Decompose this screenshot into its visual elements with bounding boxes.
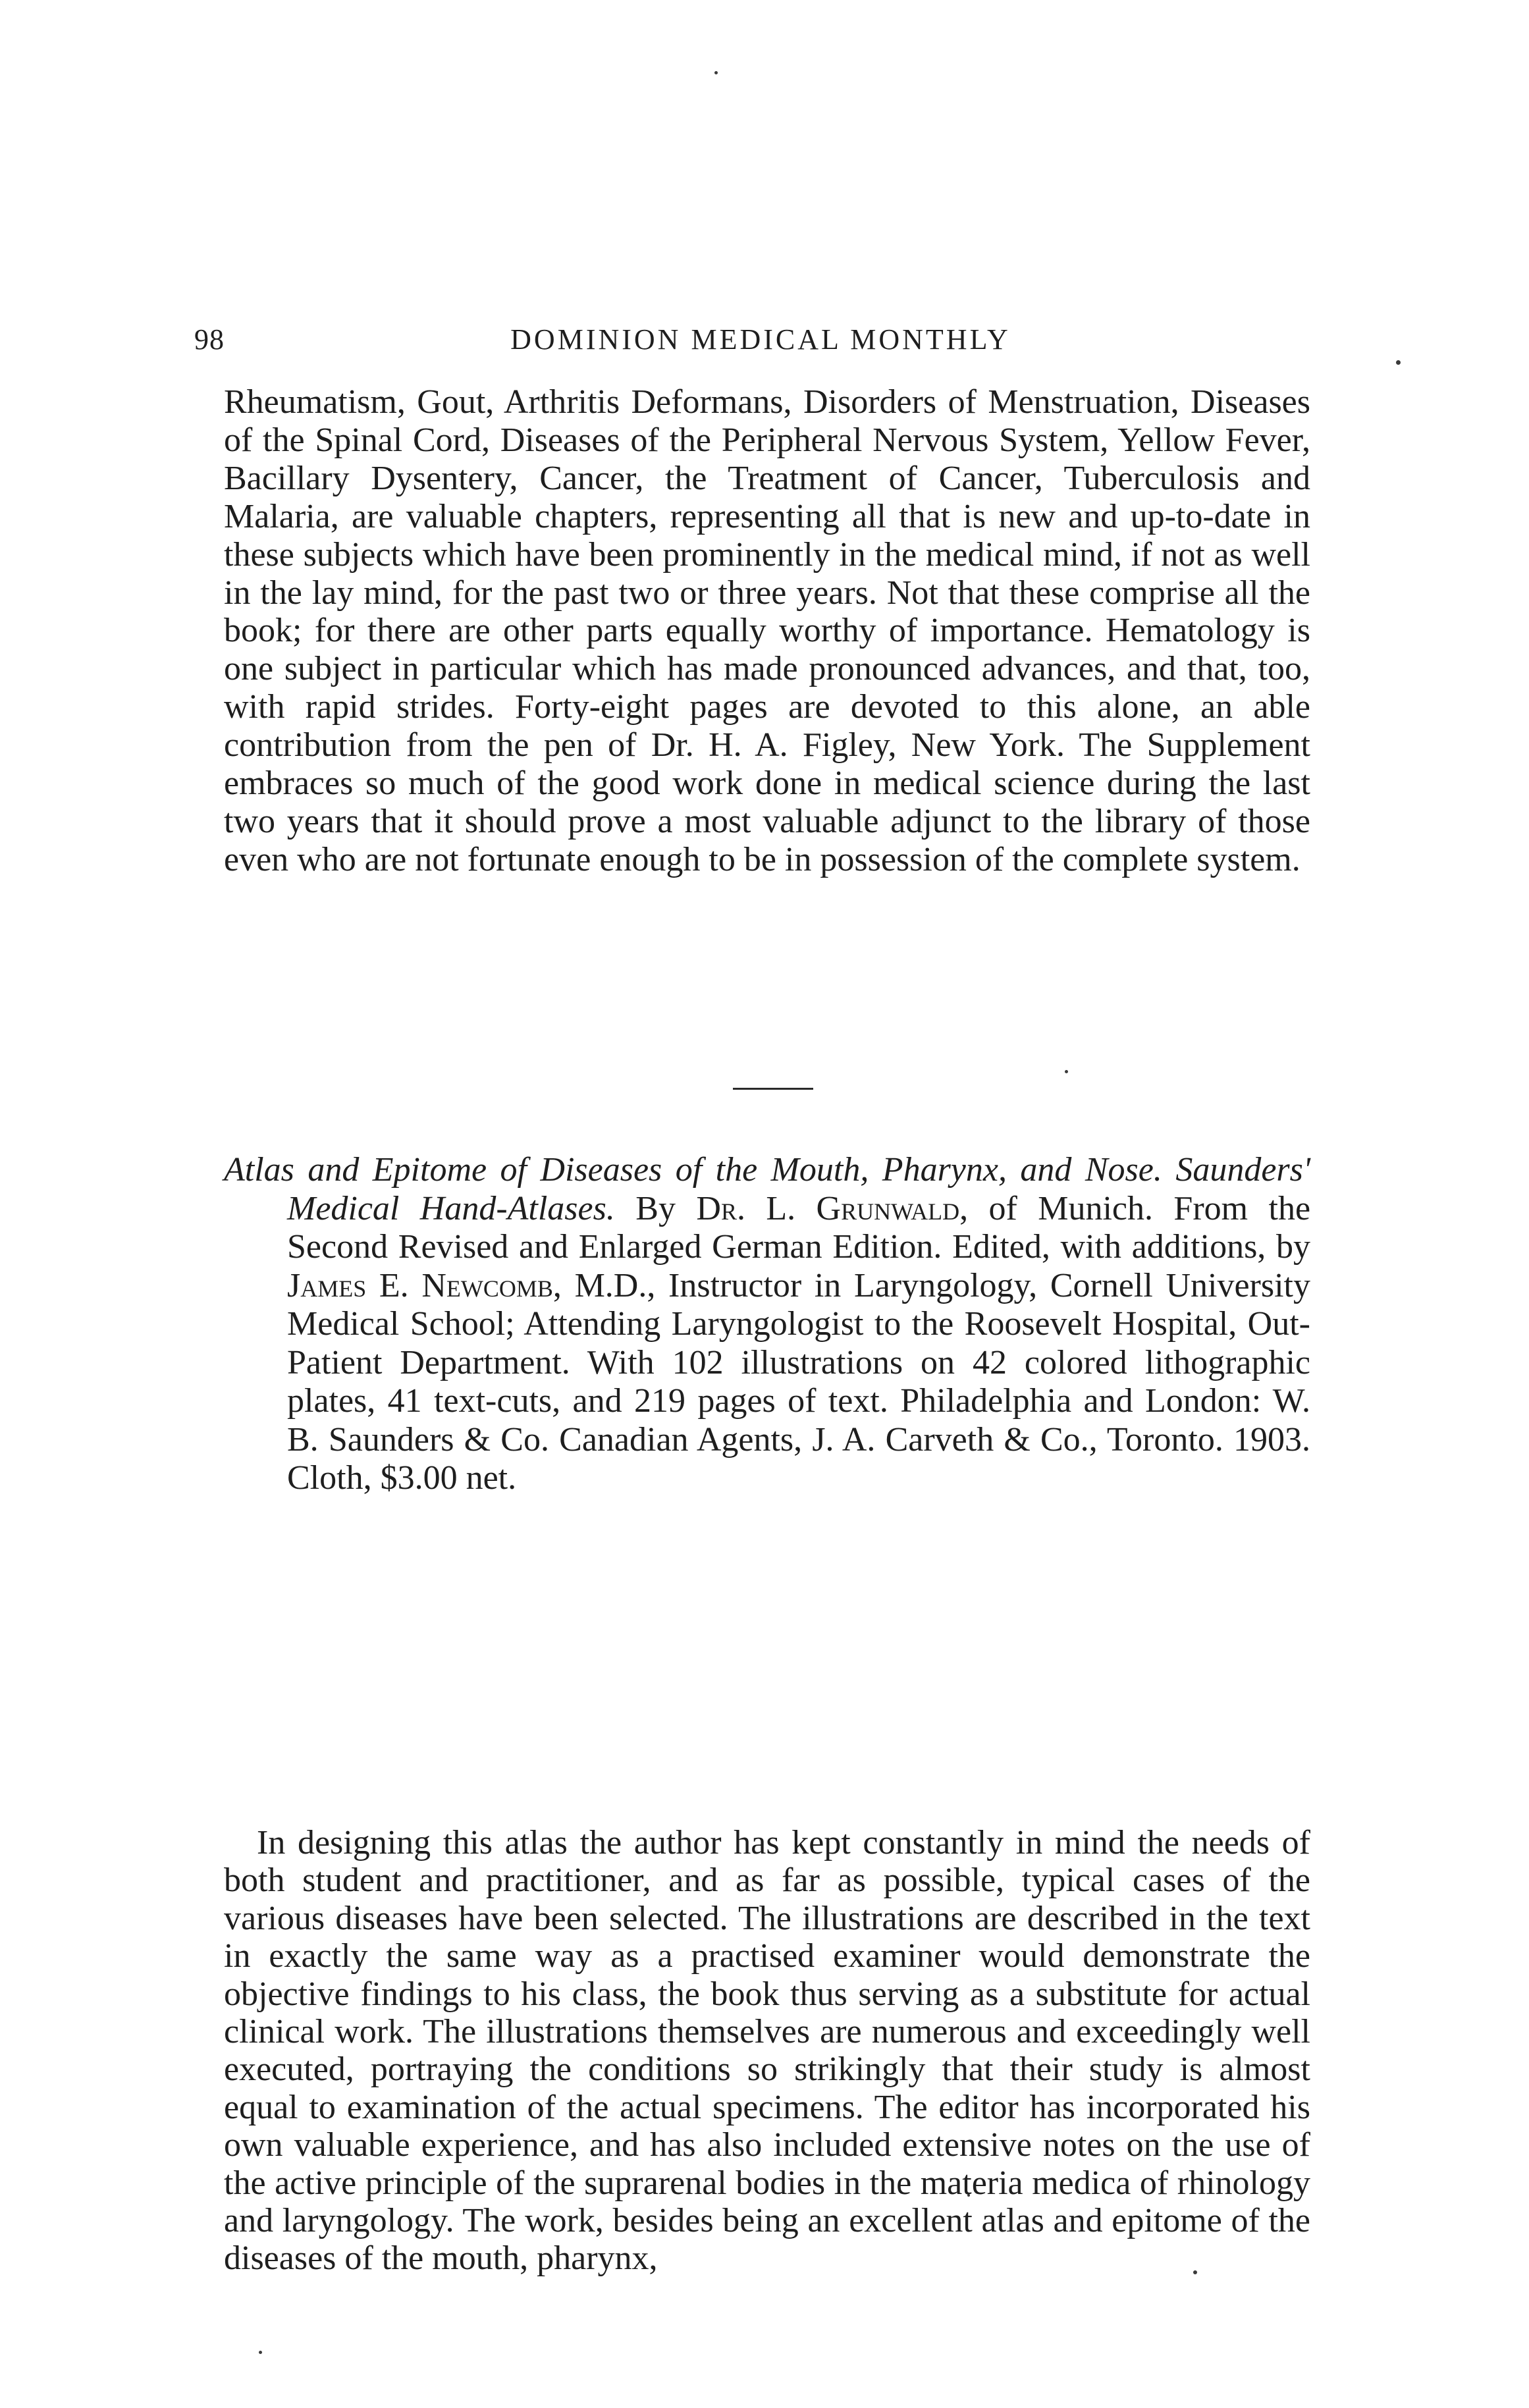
book-review-citation (224, 1151, 1310, 1498)
citation-block (224, 1151, 1310, 1498)
editor-name: James E. Newcomb (287, 1266, 553, 1304)
speck (1065, 1070, 1068, 1073)
page-header (194, 323, 1327, 369)
section-divider (733, 1088, 813, 1090)
page-number: 98 (194, 323, 225, 356)
publication-details: , M.D., Instructor in Laryngology, Cornell University Medical School; Attending Laryngologist to the Roosevelt Hospital, Out-Patient Department. With 102 illustrations on 42 colored lithographic plates, 41 text-cuts, and 219 pages of text. Philadelphia and London: W. B. Saunders & Co. Canadian Agents, J. A. Carveth & Co., Toronto. 1903. Cloth, $3.00 net. (287, 1266, 1310, 1497)
by-label: By (635, 1189, 676, 1227)
speck (714, 71, 718, 74)
journal-title: DOMINION MEDICAL MONTHLY (510, 323, 1011, 356)
author-suffix: , of Munich. From the Second Revised and Enlarged German Edition. Edited, with additions, by (287, 1189, 1311, 1266)
author-name: Dr. L. Grunwald (696, 1189, 960, 1227)
speck (1396, 360, 1401, 365)
book-title: Atlas and Epitome of Diseases of the Mouth, Pharynx, and Nose. (224, 1151, 1162, 1189)
paragraph-supplement: Rheumatism, Gout, Arthritis Deformans, Disorders of Menstruation, Diseases of the Spinal Cord, Diseases of the Peripheral Nervous System, Yellow Fever, Bacillary Dysentery, Cancer, the Treatment of Cancer, Tuberculosis and Malaria, are valuable chapters, representing all that is new and up-to-date in these subjects which have been prominently in the medical mind, if not as well in the lay mind, for the past two or three years. Not that these comprise all the book; for there are other parts equally worthy of importance. Hematology is one subject in particular which has made pronounced advances, and that, too, with rapid strides. Forty-eight pages are devoted to this alone, an able contribution from the pen of Dr. H. A. Figley, New York. The Supplement embraces so much of the good work done in medical science during the last two years that it should prove a most valuable adjunct to the library of those even who are not fortunate enough to be in possession of the complete system. (224, 383, 1310, 878)
book-series: Saunders' Medical Hand-Atlases. (287, 1151, 1311, 1227)
paragraph-review: In designing this atlas the author has kept constantly in mind the needs of both student and practitioner, and as far as possible, typical cases of the various diseases have been selected. The illustrations are described in the text in exactly the same way as a practised examiner would demonstrate the objective findings to his class, the book thus serving as a substitute for actual clinical work. The illustrations themselves are numerous and exceedingly well executed, portraying the conditions so strikingly that their study is almost equal to examination of the actual specimens. The editor has incorporated his own valuable experience, and has also included extensive notes on the use of the active principle of the suprarenal bodies in the materia medica of rhinology and laryngology. The work, besides being an excellent atlas and epitome of the diseases of the mouth, pharynx, (224, 1824, 1310, 2278)
